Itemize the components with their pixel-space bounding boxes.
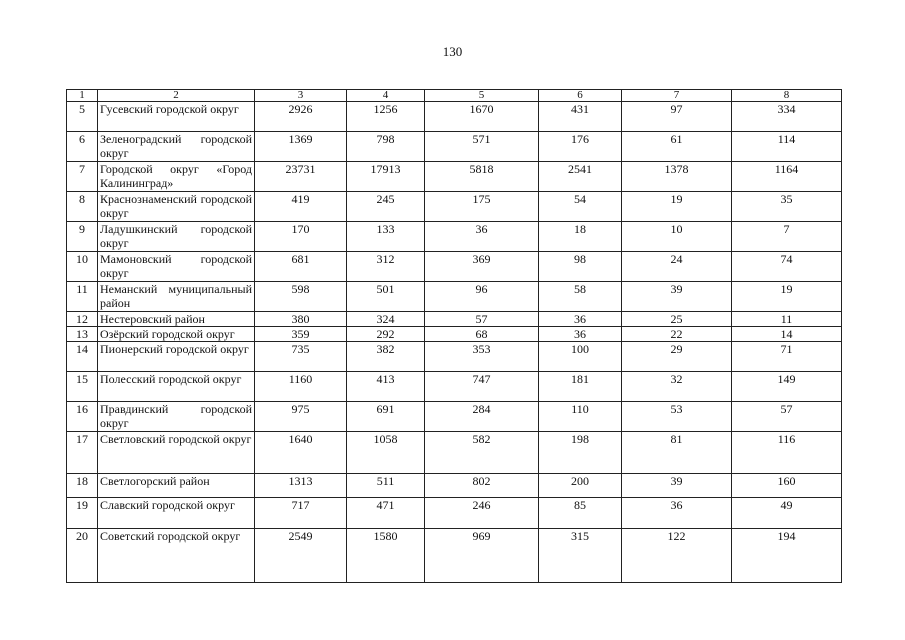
value-cell: 975 [255, 402, 347, 432]
row-number-cell: 18 [67, 474, 98, 498]
column-header: 7 [622, 90, 732, 102]
value-cell: 681 [255, 252, 347, 282]
district-name-cell: Полесский городской округ [98, 372, 255, 402]
value-cell: 122 [622, 529, 732, 583]
value-cell: 81 [622, 432, 732, 474]
column-header: 5 [425, 90, 539, 102]
value-cell: 1378 [622, 162, 732, 192]
value-cell: 315 [539, 529, 622, 583]
value-cell: 54 [539, 192, 622, 222]
value-cell: 36 [622, 498, 732, 529]
value-cell: 324 [347, 312, 425, 327]
row-number-cell: 5 [67, 102, 98, 132]
value-cell: 149 [732, 372, 842, 402]
value-cell: 36 [539, 312, 622, 327]
value-cell: 14 [732, 327, 842, 342]
value-cell: 74 [732, 252, 842, 282]
value-cell: 100 [539, 342, 622, 372]
table-row [67, 132, 842, 162]
table-row [67, 529, 842, 583]
district-name-cell: Гусевский городской округ [98, 102, 255, 132]
value-cell: 802 [425, 474, 539, 498]
value-cell: 36 [539, 327, 622, 342]
value-cell: 582 [425, 432, 539, 474]
value-cell: 57 [425, 312, 539, 327]
table-row [67, 372, 842, 402]
row-number-cell: 13 [67, 327, 98, 342]
value-cell: 1313 [255, 474, 347, 498]
value-cell: 598 [255, 282, 347, 312]
value-cell: 511 [347, 474, 425, 498]
table-row [67, 432, 842, 474]
value-cell: 382 [347, 342, 425, 372]
value-cell: 246 [425, 498, 539, 529]
value-cell: 194 [732, 529, 842, 583]
row-number-cell: 17 [67, 432, 98, 474]
value-cell: 22 [622, 327, 732, 342]
value-cell: 110 [539, 402, 622, 432]
table-row [67, 342, 842, 372]
value-cell: 353 [425, 342, 539, 372]
value-cell: 23731 [255, 162, 347, 192]
value-cell: 1580 [347, 529, 425, 583]
value-cell: 97 [622, 102, 732, 132]
row-number-cell: 16 [67, 402, 98, 432]
row-number-cell: 8 [67, 192, 98, 222]
district-name-cell: Мамоновский городской округ [98, 252, 255, 282]
value-cell: 39 [622, 282, 732, 312]
value-cell: 10 [622, 222, 732, 252]
district-name-cell: Озёрский городской округ [98, 327, 255, 342]
value-cell: 29 [622, 342, 732, 372]
district-name-cell: Краснознаменский городской округ [98, 192, 255, 222]
value-cell: 691 [347, 402, 425, 432]
value-cell: 2549 [255, 529, 347, 583]
value-cell: 292 [347, 327, 425, 342]
value-cell: 798 [347, 132, 425, 162]
row-number-cell: 14 [67, 342, 98, 372]
column-header: 6 [539, 90, 622, 102]
value-cell: 1256 [347, 102, 425, 132]
district-name-cell: Зеленоградский городской округ [98, 132, 255, 162]
value-cell: 735 [255, 342, 347, 372]
value-cell: 2926 [255, 102, 347, 132]
value-cell: 369 [425, 252, 539, 282]
row-number-cell: 20 [67, 529, 98, 583]
value-cell: 175 [425, 192, 539, 222]
value-cell: 85 [539, 498, 622, 529]
value-cell: 181 [539, 372, 622, 402]
value-cell: 35 [732, 192, 842, 222]
value-cell: 2541 [539, 162, 622, 192]
table-row [67, 498, 842, 529]
row-number-cell: 10 [67, 252, 98, 282]
column-header: 8 [732, 90, 842, 102]
district-name-cell: Правдинский городской округ [98, 402, 255, 432]
district-name-cell: Неманский муниципальный район [98, 282, 255, 312]
value-cell: 17913 [347, 162, 425, 192]
row-number-cell: 12 [67, 312, 98, 327]
value-cell: 71 [732, 342, 842, 372]
value-cell: 18 [539, 222, 622, 252]
value-cell: 413 [347, 372, 425, 402]
value-cell: 49 [732, 498, 842, 529]
value-cell: 5818 [425, 162, 539, 192]
value-cell: 68 [425, 327, 539, 342]
value-cell: 245 [347, 192, 425, 222]
value-cell: 25 [622, 312, 732, 327]
value-cell: 431 [539, 102, 622, 132]
column-header: 1 [67, 90, 98, 102]
value-cell: 7 [732, 222, 842, 252]
table-row [67, 192, 842, 222]
value-cell: 24 [622, 252, 732, 282]
value-cell: 334 [732, 102, 842, 132]
value-cell: 170 [255, 222, 347, 252]
value-cell: 747 [425, 372, 539, 402]
value-cell: 471 [347, 498, 425, 529]
value-cell: 61 [622, 132, 732, 162]
row-number-cell: 7 [67, 162, 98, 192]
value-cell: 98 [539, 252, 622, 282]
value-cell: 1640 [255, 432, 347, 474]
value-cell: 571 [425, 132, 539, 162]
value-cell: 11 [732, 312, 842, 327]
value-cell: 200 [539, 474, 622, 498]
value-cell: 32 [622, 372, 732, 402]
value-cell: 359 [255, 327, 347, 342]
value-cell: 312 [347, 252, 425, 282]
row-number-cell: 11 [67, 282, 98, 312]
row-number-cell: 9 [67, 222, 98, 252]
value-cell: 198 [539, 432, 622, 474]
table-row [67, 327, 842, 342]
table-row [67, 162, 842, 192]
value-cell: 39 [622, 474, 732, 498]
district-name-cell: Городской округ «Город Калининград» [98, 162, 255, 192]
table-header-row [67, 90, 842, 102]
value-cell: 284 [425, 402, 539, 432]
value-cell: 1369 [255, 132, 347, 162]
value-cell: 419 [255, 192, 347, 222]
statistics-table [66, 89, 842, 583]
value-cell: 717 [255, 498, 347, 529]
table-row [67, 282, 842, 312]
value-cell: 57 [732, 402, 842, 432]
value-cell: 380 [255, 312, 347, 327]
value-cell: 969 [425, 529, 539, 583]
value-cell: 19 [732, 282, 842, 312]
value-cell: 1160 [255, 372, 347, 402]
value-cell: 96 [425, 282, 539, 312]
value-cell: 58 [539, 282, 622, 312]
district-name-cell: Светлогорский район [98, 474, 255, 498]
value-cell: 176 [539, 132, 622, 162]
value-cell: 160 [732, 474, 842, 498]
value-cell: 1670 [425, 102, 539, 132]
table-row [67, 252, 842, 282]
table-row [67, 312, 842, 327]
value-cell: 501 [347, 282, 425, 312]
value-cell: 36 [425, 222, 539, 252]
value-cell: 53 [622, 402, 732, 432]
district-name-cell: Ладушкинский городской округ [98, 222, 255, 252]
page-number: 130 [442, 44, 463, 59]
value-cell: 114 [732, 132, 842, 162]
value-cell: 133 [347, 222, 425, 252]
column-header: 3 [255, 90, 347, 102]
value-cell: 1164 [732, 162, 842, 192]
table-row [67, 474, 842, 498]
value-cell: 116 [732, 432, 842, 474]
district-name-cell: Славский городской округ [98, 498, 255, 529]
district-name-cell: Пионерский городской округ [98, 342, 255, 372]
row-number-cell: 6 [67, 132, 98, 162]
district-name-cell: Советский городской округ [98, 529, 255, 583]
district-name-cell: Нестеровский район [98, 312, 255, 327]
column-header: 4 [347, 90, 425, 102]
value-cell: 19 [622, 192, 732, 222]
district-name-cell: Светловский городской округ [98, 432, 255, 474]
table-row [67, 222, 842, 252]
row-number-cell: 19 [67, 498, 98, 529]
table-row [67, 402, 842, 432]
value-cell: 1058 [347, 432, 425, 474]
row-number-cell: 15 [67, 372, 98, 402]
table-row [67, 102, 842, 132]
column-header: 2 [98, 90, 255, 102]
table-body [67, 90, 842, 583]
